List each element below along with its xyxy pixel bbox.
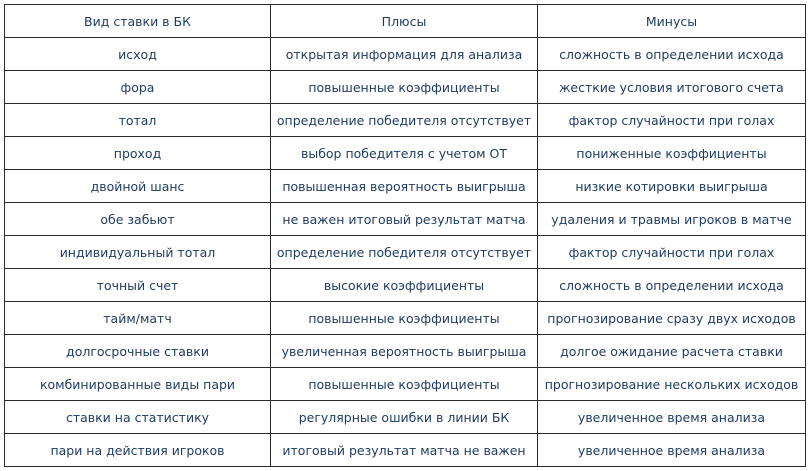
cell-bet-type: тотал bbox=[5, 104, 271, 137]
header-bet-type: Вид ставки в БК bbox=[5, 5, 271, 38]
table-row bbox=[5, 401, 806, 434]
table-header-row bbox=[5, 5, 806, 38]
header-pros: Плюсы bbox=[271, 5, 538, 38]
cell-bet-type: исход bbox=[5, 38, 271, 71]
table-row bbox=[5, 137, 806, 170]
cell-pros: итоговый результат матча не важен bbox=[271, 434, 538, 467]
cell-pros: повышенная вероятность выигрыша bbox=[271, 170, 538, 203]
cell-bet-type: долгосрочные ставки bbox=[5, 335, 271, 368]
cell-cons: фактор случайности при голах bbox=[538, 236, 806, 269]
cell-bet-type: комбинированные виды пари bbox=[5, 368, 271, 401]
cell-cons: увеличенное время анализа bbox=[538, 434, 806, 467]
cell-pros: открытая информация для анализа bbox=[271, 38, 538, 71]
header-cons: Минусы bbox=[538, 5, 806, 38]
cell-bet-type: фора bbox=[5, 71, 271, 104]
table-row bbox=[5, 302, 806, 335]
table-row bbox=[5, 434, 806, 467]
cell-cons: сложность в определении исхода bbox=[538, 269, 806, 302]
bet-types-table bbox=[4, 4, 806, 467]
cell-cons: увеличенное время анализа bbox=[538, 401, 806, 434]
cell-pros: определение победителя отсутствует bbox=[271, 104, 538, 137]
cell-cons: пониженные коэффициенты bbox=[538, 137, 806, 170]
cell-cons: долгое ожидание расчета ставки bbox=[538, 335, 806, 368]
cell-bet-type: тайм/матч bbox=[5, 302, 271, 335]
cell-bet-type: точный счет bbox=[5, 269, 271, 302]
cell-pros: повышенные коэффициенты bbox=[271, 71, 538, 104]
cell-pros: повышенные коэффициенты bbox=[271, 368, 538, 401]
table-row bbox=[5, 236, 806, 269]
table-row bbox=[5, 335, 806, 368]
cell-pros: определение победителя отсутствует bbox=[271, 236, 538, 269]
table-row bbox=[5, 368, 806, 401]
cell-pros: выбор победителя с учетом ОТ bbox=[271, 137, 538, 170]
cell-pros: не важен итоговый результат матча bbox=[271, 203, 538, 236]
cell-pros: высокие коэффициенты bbox=[271, 269, 538, 302]
cell-bet-type: обе забьют bbox=[5, 203, 271, 236]
cell-pros: регулярные ошибки в линии БК bbox=[271, 401, 538, 434]
cell-cons: прогнозирование сразу двух исходов bbox=[538, 302, 806, 335]
table-row bbox=[5, 269, 806, 302]
cell-pros: повышенные коэффициенты bbox=[271, 302, 538, 335]
cell-bet-type: пари на действия игроков bbox=[5, 434, 271, 467]
cell-pros: увеличенная вероятность выигрыша bbox=[271, 335, 538, 368]
cell-cons: фактор случайности при голах bbox=[538, 104, 806, 137]
cell-bet-type: двойной шанс bbox=[5, 170, 271, 203]
table-row bbox=[5, 203, 806, 236]
cell-cons: сложность в определении исхода bbox=[538, 38, 806, 71]
cell-bet-type: ставки на статистику bbox=[5, 401, 271, 434]
cell-cons: жесткие условия итогового счета bbox=[538, 71, 806, 104]
table-row bbox=[5, 104, 806, 137]
cell-cons: удаления и травмы игроков в матче bbox=[538, 203, 806, 236]
table-row bbox=[5, 71, 806, 104]
table-row bbox=[5, 170, 806, 203]
table-row bbox=[5, 38, 806, 71]
cell-bet-type: индивидуальный тотал bbox=[5, 236, 271, 269]
cell-bet-type: проход bbox=[5, 137, 271, 170]
cell-cons: прогнозирование нескольких исходов bbox=[538, 368, 806, 401]
cell-cons: низкие котировки выигрыша bbox=[538, 170, 806, 203]
